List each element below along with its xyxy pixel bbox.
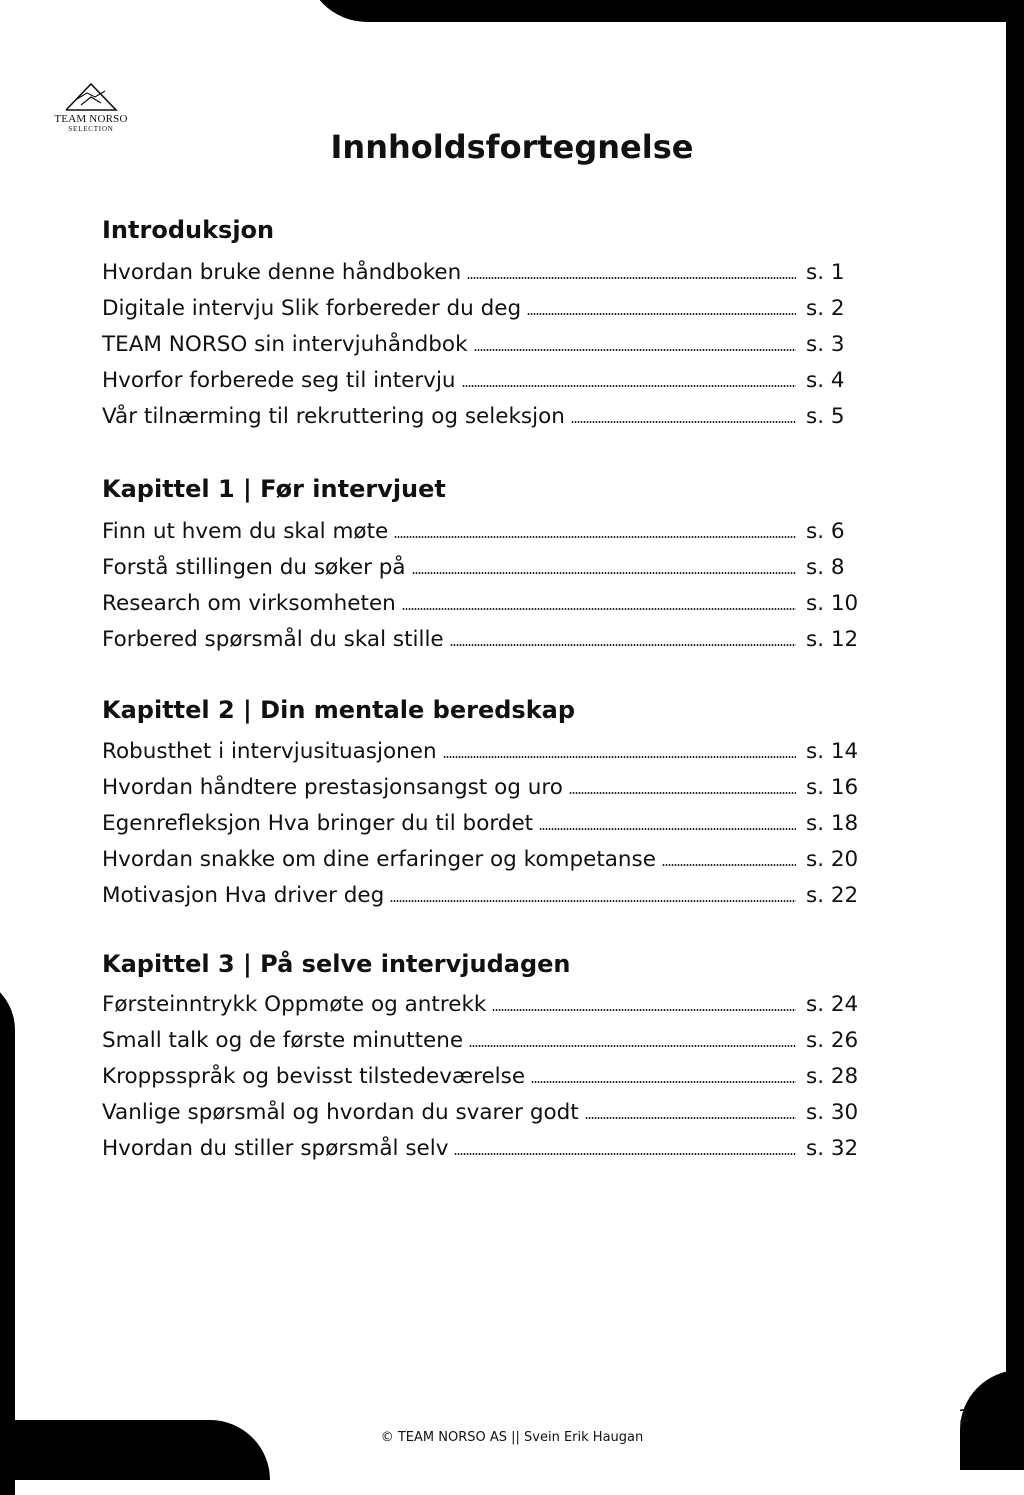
toc-entry-label: Hvordan bruke denne håndboken (102, 259, 462, 285)
dot-leader (394, 536, 796, 538)
toc-entry-label: TEAM NORSO sin intervjuhåndbok (102, 331, 468, 357)
dot-leader (531, 1081, 796, 1083)
toc-entry-page: s. 10 (806, 590, 859, 616)
toc-entry (102, 735, 862, 767)
dot-leader (402, 608, 796, 610)
toc-entry (102, 328, 862, 360)
toc-entry-page: s. 1 (806, 259, 845, 285)
toc-entry-label: Hvordan håndtere prestasjonsangst og uro (102, 774, 563, 800)
team-norso-logo (46, 80, 136, 133)
decorative-frame-left (0, 975, 15, 1495)
toc-entry (102, 1096, 862, 1128)
toc-entry (102, 1132, 862, 1164)
toc-entry-page: s. 4 (806, 367, 845, 393)
toc-entry (102, 400, 862, 432)
dot-leader (571, 421, 796, 423)
toc-entry-page: s. 3 (806, 331, 845, 357)
toc-entry-label: Motivasjon Hva driver deg (102, 882, 385, 908)
decorative-frame-bottom (0, 1420, 270, 1480)
toc-entry (102, 771, 862, 803)
section-heading: Kapittel 1 | Før intervjuet (102, 475, 446, 503)
toc-entry-page: s. 5 (806, 403, 845, 429)
dot-leader (450, 644, 796, 646)
toc-entry-page: s. 32 (806, 1135, 859, 1161)
toc-entry (102, 292, 862, 324)
toc-entry-label: Hvordan du stiller spørsmål selv (102, 1135, 449, 1161)
decorative-frame-right (1006, 0, 1024, 1448)
toc-entry (102, 807, 862, 839)
toc-entry-label: Egenrefleksjon Hva bringer du til bordet (102, 810, 534, 836)
dot-leader (662, 864, 796, 866)
dot-leader (390, 900, 796, 902)
toc-entry-label: Forbered spørsmål du skal stille (102, 626, 444, 652)
toc-entry (102, 879, 862, 911)
toc-entry-page: s. 16 (806, 774, 859, 800)
dot-leader (569, 792, 796, 794)
decorative-frame-top (305, 0, 1024, 22)
logo-name: TEAM NORSO (54, 113, 128, 125)
toc-entry (102, 1024, 862, 1056)
dot-leader (492, 1009, 796, 1011)
decorative-frame-corner (960, 1370, 1024, 1470)
toc-entry-page: s. 18 (806, 810, 859, 836)
dot-leader (462, 385, 796, 387)
toc-entry-label: Hvorfor forberede seg til intervju (102, 367, 456, 393)
toc-entry-label: Førsteinntrykk Oppmøte og antrekk (102, 991, 487, 1017)
dot-leader (474, 349, 796, 351)
dot-leader (454, 1153, 796, 1155)
dot-leader (443, 756, 796, 758)
toc-entry-page: s. 26 (806, 1027, 859, 1053)
toc-entry-label: Robusthet i intervjusituasjonen (102, 738, 437, 764)
logo-subtitle: SELECTION (68, 125, 114, 133)
section-heading: Kapittel 3 | På selve intervjudagen (102, 950, 571, 978)
toc-entry (102, 256, 862, 288)
section-heading: Introduksjon (102, 216, 275, 244)
footer-copyright: © TEAM NORSO AS || Svein Erik Haugan (380, 1430, 644, 1445)
toc-entry-label: Hvordan snakke om dine erfaringer og kompetanse (102, 846, 656, 872)
toc-entry-label: Vår tilnærming til rekruttering og seleksjon (102, 403, 565, 429)
toc-entry-page: s. 14 (806, 738, 859, 764)
toc-entry-page: s. 24 (806, 991, 859, 1017)
dot-leader (412, 572, 796, 574)
toc-entry (102, 515, 862, 547)
toc-entry-page: s. 22 (806, 882, 859, 908)
page-number: 1 (958, 1406, 970, 1427)
toc-entry-label: Vanlige spørsmål og hvordan du svarer godt (102, 1099, 579, 1125)
dot-leader (585, 1117, 796, 1119)
section-heading: Kapittel 2 | Din mentale beredskap (102, 696, 576, 724)
toc-entry (102, 551, 862, 583)
toc-entry (102, 988, 862, 1020)
toc-entry (102, 623, 862, 655)
toc-entry-page: s. 2 (806, 295, 845, 321)
page-title: Innholdsfortegnelse (330, 128, 694, 166)
dot-leader (539, 828, 796, 830)
toc-entry-label: Research om virksomheten (102, 590, 396, 616)
toc-entry-page: s. 20 (806, 846, 859, 872)
toc-entry (102, 364, 862, 396)
toc-entry-label: Kroppsspråk og bevisst tilstedeværelse (102, 1063, 526, 1089)
dot-leader (527, 313, 796, 315)
toc-entry-label: Forstå stillingen du søker på (102, 554, 406, 580)
mountain-icon (63, 80, 119, 112)
toc-entry-page: s. 30 (806, 1099, 859, 1125)
dot-leader (467, 277, 796, 279)
toc-entry (102, 843, 862, 875)
toc-entry-page: s. 8 (806, 554, 845, 580)
toc-entry (102, 587, 862, 619)
toc-entry-label: Digitale intervju Slik forbereder du deg (102, 295, 522, 321)
toc-entry-page: s. 28 (806, 1063, 859, 1089)
toc-entry (102, 1060, 862, 1092)
dot-leader (469, 1045, 796, 1047)
toc-entry-page: s. 12 (806, 626, 859, 652)
toc-entry-label: Small talk og de første minuttene (102, 1027, 464, 1053)
toc-entry-page: s. 6 (806, 518, 845, 544)
toc-entry-label: Finn ut hvem du skal møte (102, 518, 389, 544)
